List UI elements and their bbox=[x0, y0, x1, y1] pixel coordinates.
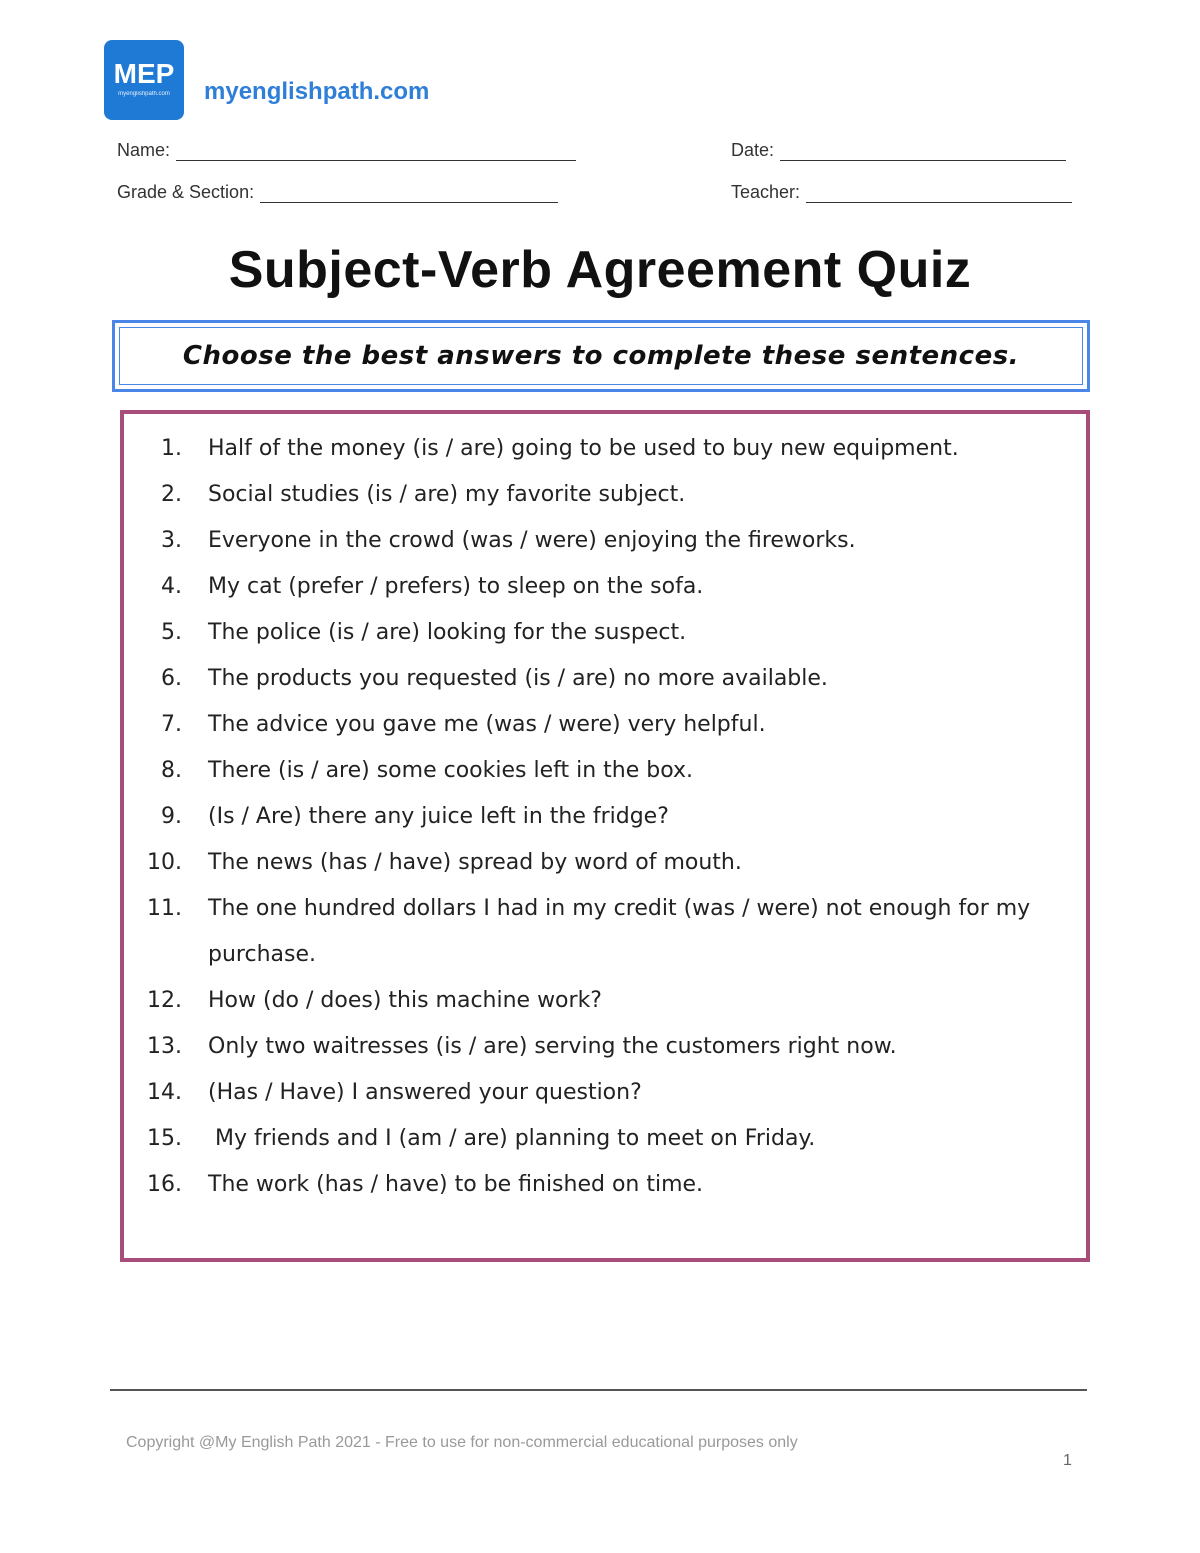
question-item bbox=[124, 1116, 1086, 1162]
teacher-label: Teacher: bbox=[731, 182, 801, 202]
questions-box bbox=[120, 410, 1090, 1262]
question-text: My cat (prefer / prefers) to sleep on the sofa. bbox=[208, 574, 704, 599]
question-text: Only two waitresses (is / are) serving the customers right now. bbox=[208, 1034, 897, 1059]
question-item bbox=[124, 978, 1086, 1024]
name-label: Name: bbox=[117, 140, 171, 160]
question-item bbox=[124, 426, 1086, 472]
question-number: 14. bbox=[147, 1080, 182, 1105]
teacher-blank bbox=[806, 184, 1072, 203]
question-text: The police (is / are) looking for the suspect. bbox=[208, 620, 687, 645]
question-text: (Has / Have) I answered your question? bbox=[208, 1080, 642, 1105]
question-number: 8. bbox=[161, 758, 182, 783]
question-text: (Is / Are) there any juice left in the fridge? bbox=[208, 804, 669, 829]
question-item bbox=[124, 840, 1086, 886]
question-text: Everyone in the crowd (was / were) enjoying the fireworks. bbox=[208, 528, 856, 553]
question-item bbox=[124, 472, 1086, 518]
date-field bbox=[731, 140, 1066, 161]
question-item bbox=[124, 794, 1086, 840]
question-item bbox=[124, 564, 1086, 610]
name-field bbox=[117, 140, 576, 161]
question-text: How (do / does) this machine work? bbox=[208, 988, 602, 1013]
footer-divider bbox=[110, 1389, 1087, 1391]
question-text: The news (has / have) spread by word of mouth. bbox=[208, 850, 742, 875]
question-number: 3. bbox=[161, 528, 182, 553]
date-blank bbox=[780, 142, 1066, 161]
question-item bbox=[124, 1162, 1086, 1208]
logo-text: MEP bbox=[113, 58, 175, 89]
question-number: 4. bbox=[161, 574, 182, 599]
question-number: 9. bbox=[161, 804, 182, 829]
question-text: The products you requested (is / are) no more available. bbox=[208, 666, 828, 691]
question-text: My friends and I (am / are) planning to meet on Friday. bbox=[208, 1126, 816, 1151]
question-item bbox=[124, 886, 1086, 978]
name-blank bbox=[176, 142, 576, 161]
instruction-box bbox=[112, 320, 1090, 392]
logo-subtext: myenglishpath.com bbox=[118, 91, 170, 97]
copyright: Copyright @My English Path 2021 - Free to use for non-commercial educational purposes only bbox=[126, 1434, 798, 1451]
question-item bbox=[124, 656, 1086, 702]
question-number: 10. bbox=[147, 850, 182, 875]
question-number: 13. bbox=[147, 1034, 182, 1059]
question-item bbox=[124, 702, 1086, 748]
question-item bbox=[124, 610, 1086, 656]
question-number: 12. bbox=[147, 988, 182, 1013]
question-number: 1. bbox=[161, 436, 182, 461]
question-item bbox=[124, 748, 1086, 794]
question-text: There (is / are) some cookies left in the box. bbox=[208, 758, 693, 783]
question-text: The work (has / have) to be finished on time. bbox=[208, 1172, 704, 1197]
page-number: 1 bbox=[1063, 1452, 1072, 1469]
question-number: 11. bbox=[147, 896, 182, 921]
question-number: 7. bbox=[161, 712, 182, 737]
question-item bbox=[124, 1024, 1086, 1070]
question-text: The advice you gave me (was / were) very helpful. bbox=[208, 712, 766, 737]
grade-blank bbox=[260, 184, 558, 203]
question-number: 2. bbox=[161, 482, 182, 507]
page-title: Subject-Verb Agreement Quiz bbox=[228, 241, 972, 299]
question-number: 16. bbox=[147, 1172, 182, 1197]
teacher-field bbox=[731, 182, 1072, 203]
site-name: myenglishpath.com bbox=[204, 78, 430, 105]
grade-field bbox=[117, 182, 558, 203]
question-text: Half of the money (is / are) going to be used to buy new equipment. bbox=[208, 436, 959, 461]
grade-label: Grade & Section: bbox=[117, 182, 255, 202]
question-item bbox=[124, 518, 1086, 564]
question-number: 15. bbox=[147, 1126, 182, 1151]
question-text: The one hundred dollars I had in my credit (was / were) not enough for my purchase. bbox=[208, 896, 1038, 967]
instruction-text: Choose the best answers to complete these sentences. bbox=[182, 341, 1020, 371]
question-item bbox=[124, 1070, 1086, 1116]
question-list bbox=[124, 426, 1086, 1208]
question-text: Social studies (is / are) my favorite subject. bbox=[208, 482, 686, 507]
question-number: 6. bbox=[161, 666, 182, 691]
logo bbox=[104, 40, 184, 120]
date-label: Date: bbox=[731, 140, 775, 160]
question-number: 5. bbox=[161, 620, 182, 645]
